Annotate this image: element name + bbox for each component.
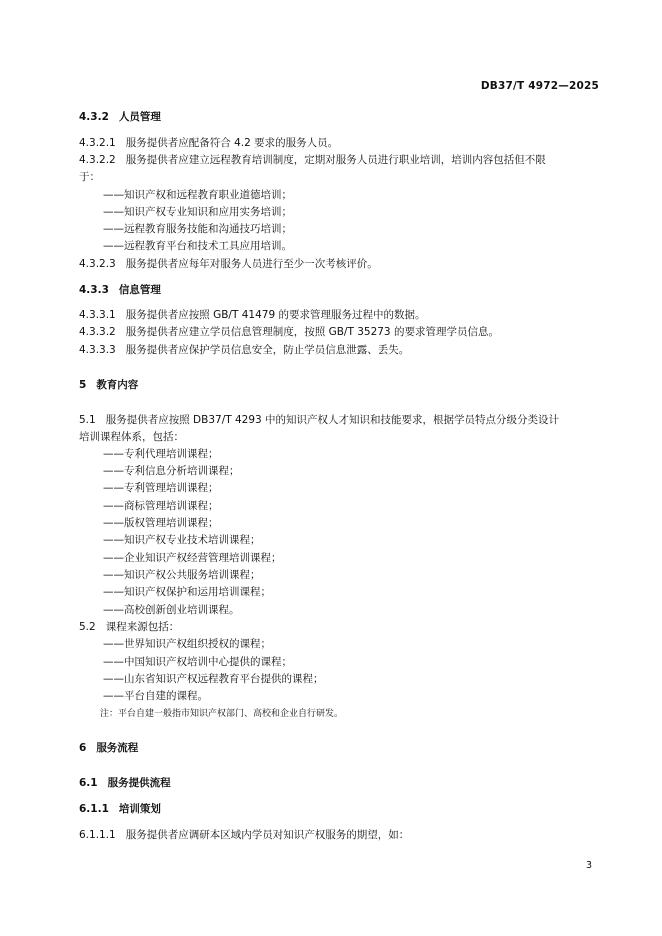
clause-number: 4.3.3.3 — [79, 344, 116, 356]
section-heading-4-3-3 — [79, 283, 161, 297]
section-title: 培训策划 — [118, 803, 161, 815]
list-item: ——知识产权专业知识和应用实务培训； — [103, 206, 292, 218]
list-item: ——中国知识产权培训中心提供的课程； — [103, 656, 292, 668]
section-number: 6 — [79, 742, 87, 754]
clause-number: 4.3.2.2 — [79, 154, 116, 166]
section-title: 服务流程 — [96, 742, 139, 754]
clause-number: 6.1.1.1 — [79, 829, 116, 841]
list-item: ——专利代理培训课程； — [103, 448, 219, 460]
clause-text: 服务提供者应配备符合 4.2 要求的服务人员。 — [125, 137, 339, 149]
list-item: ——专利信息分析培训课程； — [103, 465, 240, 477]
clause-text: 服务提供者应调研本区域内学员对知识产权服务的期望，如： — [125, 829, 410, 841]
clause-4-3-2-3 — [79, 257, 378, 271]
section-heading-5 — [79, 378, 138, 392]
clause-number: 4.3.3.2 — [79, 326, 116, 338]
clause-text: 服务提供者应保护学员信息安全，防止学员信息泄露、丢失。 — [125, 344, 410, 356]
section-title: 服务提供流程 — [107, 777, 171, 789]
section-heading-6-1-1 — [79, 802, 161, 816]
clause-4-3-2-2 — [79, 153, 546, 167]
section-heading-4-3-2 — [79, 110, 161, 124]
list-item: ——商标管理培训课程； — [103, 500, 219, 512]
list-item: ——版权管理培训课程； — [103, 517, 219, 529]
clause-4-3-2-1 — [79, 136, 338, 150]
section-title: 人员管理 — [118, 111, 161, 123]
list-item: ——知识产权保护和运用培训课程； — [103, 586, 271, 598]
note: 注：平台自建一般指市知识产权部门、高校和企业自行研发。 — [100, 709, 344, 719]
list-item: ——知识产权和远程教育职业道德培训； — [103, 189, 292, 201]
clause-text: 服务提供者应按照 GB/T 41479 的要求管理服务过程中的数据。 — [125, 309, 426, 321]
list-item: ——山东省知识产权远程教育平台提供的课程； — [103, 673, 324, 685]
clause-text: 服务提供者应建立远程教育培训制度，定期对服务人员进行职业培训，培训内容包括但不限 — [125, 154, 546, 166]
clause-4-3-3-1 — [79, 308, 425, 322]
clause-text: 服务提供者应每年对服务人员进行至少一次考核评价。 — [125, 258, 378, 270]
section-heading-6-1 — [79, 776, 171, 790]
list-item: ——知识产权公共服务培训课程； — [103, 569, 261, 581]
list-item: ——远程教育服务技能和沟通技巧培训； — [103, 223, 292, 235]
section-number: 4.3.2 — [79, 111, 109, 123]
clause-text: 服务提供者应建立学员信息管理制度，按照 GB/T 35273 的要求管理学员信息。 — [125, 326, 499, 338]
clause-number: 4.3.2.3 — [79, 258, 116, 270]
section-number: 6.1.1 — [79, 803, 109, 815]
list-item: ——世界知识产权组织授权的课程； — [103, 638, 271, 650]
document-code: DB37/T 4972—2025 — [480, 80, 599, 92]
clause-number: 4.3.2.1 — [79, 137, 116, 149]
clause-5-2 — [79, 620, 179, 634]
section-number: 4.3.3 — [79, 284, 109, 296]
section-heading-6 — [79, 741, 138, 755]
clause-number: 5.2 — [79, 621, 96, 633]
list-item: ——知识产权专业技术培训课程； — [103, 534, 261, 546]
page-number: 3 — [585, 860, 592, 871]
list-item: ——远程教育平台和技术工具应用培训。 — [103, 240, 292, 252]
section-title: 教育内容 — [96, 379, 139, 391]
section-title: 信息管理 — [118, 284, 161, 296]
section-number: 6.1 — [79, 777, 98, 789]
clause-text: 服务提供者应按照 DB37/T 4293 中的知识产权人才知识和技能要求，根据学员特点分级分类设计 — [105, 414, 560, 426]
clause-continuation: 培训课程体系，包括： — [79, 431, 184, 443]
clause-5-1 — [79, 413, 559, 427]
clause-number: 4.3.3.1 — [79, 309, 116, 321]
clause-continuation: 于： — [79, 171, 100, 183]
list-item: ——平台自建的课程。 — [103, 690, 208, 702]
clause-text: 课程来源包括： — [105, 621, 180, 633]
list-item: ——高校创新创业培训课程。 — [103, 604, 240, 616]
clause-4-3-3-2 — [79, 325, 499, 339]
section-number: 5 — [79, 379, 87, 391]
list-item: ——企业知识产权经营管理培训课程； — [103, 552, 282, 564]
clause-4-3-3-3 — [79, 343, 409, 357]
clause-number: 5.1 — [79, 414, 96, 426]
clause-6-1-1-1 — [79, 828, 409, 842]
list-item: ——专利管理培训课程； — [103, 482, 219, 494]
